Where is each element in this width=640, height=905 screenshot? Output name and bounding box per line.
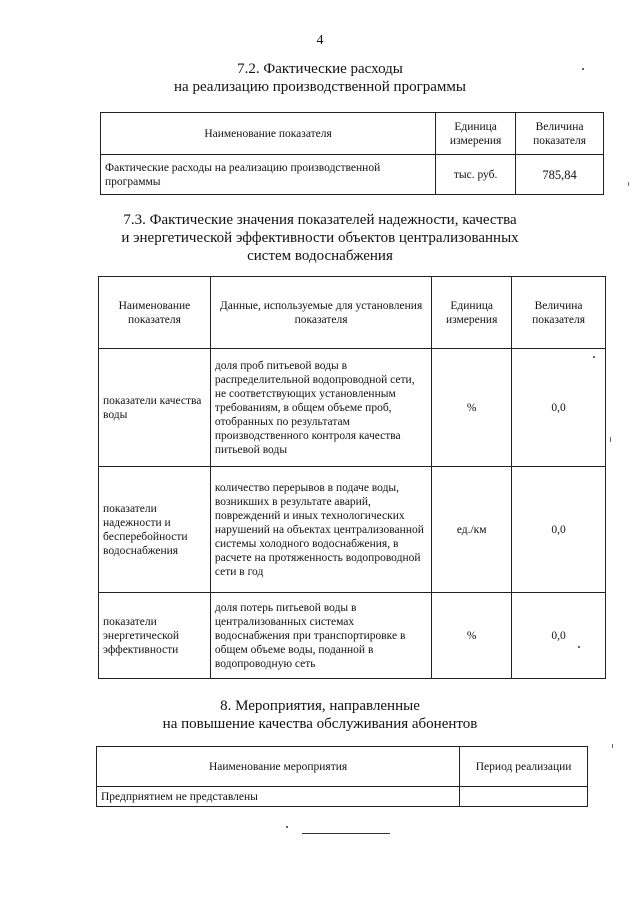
indicator-value: 0,0 bbox=[512, 467, 606, 593]
section-7-3-title-line3: систем водоснабжения bbox=[247, 248, 393, 264]
measure-period bbox=[460, 787, 588, 807]
indicator-name: показатели надежности и бесперебойности водоснабжения bbox=[99, 467, 211, 593]
indicator-unit: % bbox=[432, 349, 512, 467]
section-8-title-line1: 8. Мероприятия, направленные bbox=[220, 698, 420, 714]
scan-speck bbox=[593, 356, 595, 358]
section-7-3-title-line2: и энергетической эффективности объектов централизованных bbox=[121, 230, 519, 246]
header-period: Период реализации bbox=[460, 747, 588, 787]
header-unit: Единица измерения bbox=[436, 113, 516, 155]
indicator-unit: ед./км bbox=[432, 467, 512, 593]
indicator-name: показатели энергетической эффективности bbox=[99, 593, 211, 679]
header-name: Наименование показателя bbox=[101, 113, 436, 155]
scan-speck bbox=[582, 68, 584, 70]
end-divider bbox=[302, 833, 390, 834]
indicator-unit: % bbox=[432, 593, 512, 679]
scan-speck bbox=[612, 744, 613, 748]
indicator-name: показатели качества воды bbox=[99, 349, 211, 467]
table-row bbox=[99, 467, 606, 593]
indicator-value: 0,0 bbox=[512, 593, 606, 679]
indicator-data: доля потерь питьевой воды в централизованных системах водоснабжения при транспортировке в общем объеме воды, поданной в водопроводную сеть bbox=[210, 593, 431, 679]
indicator-value: 0,0 bbox=[512, 349, 606, 467]
header-value: Величина показателя bbox=[512, 277, 606, 349]
indicator-data: доля проб питьевой воды в распределительной водопроводной сети, не соответствующих установленным требованиям, в общем объеме проб, отобранных по результатам производственного контроля качества питьевой воды bbox=[210, 349, 431, 467]
indicator-data: количество перерывов в подаче воды, возникших в результате аварий, повреждений и иных технологических нарушений на объектах централизованной системы холодного водоснабжения, в расчете на протяженность водопроводной сети в год bbox=[210, 467, 431, 593]
section-8-title-line2: на повышение качества обслуживания абонентов bbox=[162, 716, 478, 732]
table-7-3 bbox=[98, 276, 606, 679]
header-name: Наименование показателя bbox=[99, 277, 211, 349]
table-row bbox=[99, 349, 606, 467]
header-name: Наименование мероприятия bbox=[97, 747, 460, 787]
row-name: Фактические расходы на реализацию производственной программы bbox=[101, 155, 436, 195]
measure-name: Предприятием не представлены bbox=[97, 787, 460, 807]
table-row bbox=[97, 787, 588, 807]
header-data: Данные, используемые для установления показателя bbox=[210, 277, 431, 349]
table-7-2 bbox=[100, 112, 604, 195]
page-number: 4 bbox=[316, 33, 324, 48]
scan-speck bbox=[628, 182, 629, 186]
row-value: 785,84 bbox=[516, 155, 604, 195]
scan-speck bbox=[578, 646, 580, 648]
header-value: Величина показателя bbox=[516, 113, 604, 155]
table-8 bbox=[96, 746, 588, 807]
section-7-3-title-line1: 7.3. Фактические значения показателей надежности, качества bbox=[123, 212, 517, 228]
scan-speck bbox=[286, 826, 288, 828]
table-row bbox=[99, 593, 606, 679]
section-7-2-title-line2: на реализацию производственной программы bbox=[174, 79, 466, 95]
scan-speck bbox=[610, 437, 611, 442]
section-7-2-title-line1: 7.2. Фактические расходы bbox=[237, 61, 403, 77]
row-unit: тыс. руб. bbox=[436, 155, 516, 195]
header-unit: Единица измерения bbox=[432, 277, 512, 349]
